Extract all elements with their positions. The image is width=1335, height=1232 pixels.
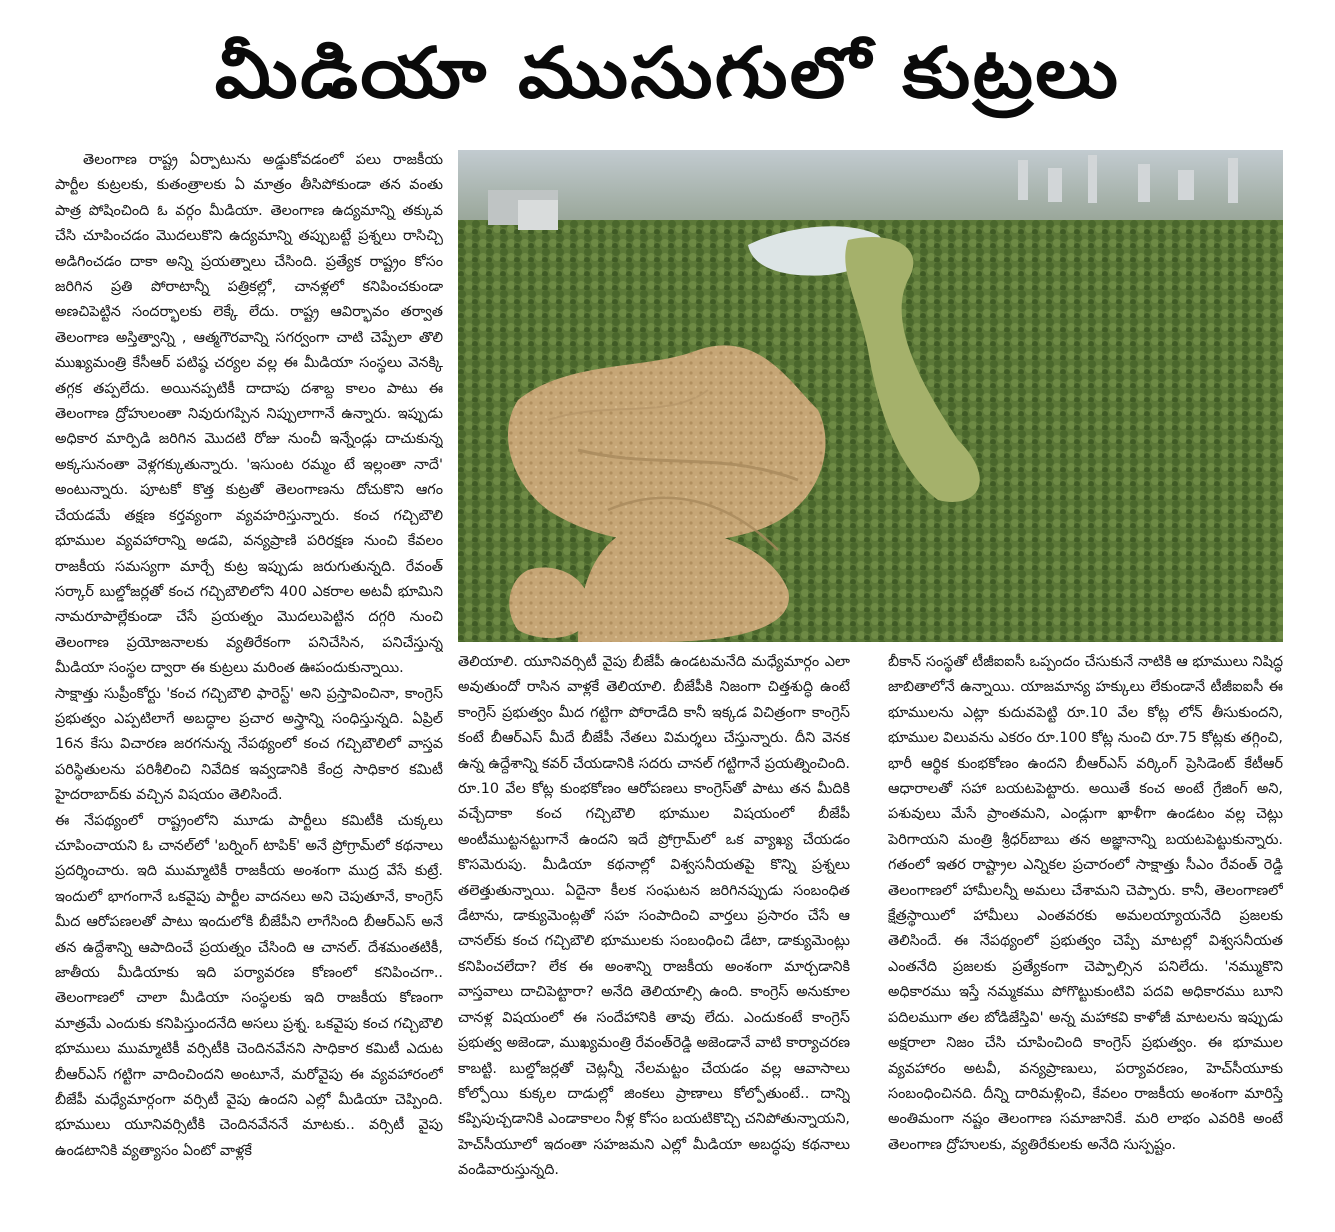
paragraph: బీకాన్ సంస్థతో టీజీఐఐసీ ఒప్పందం చేసుకునే నాటికి ఆ భూములు నిషిద్ధ జాబితాలోనే ఉన్నాయి. యాజమాన్య హక్కులు లేకుండానే టీజీఐఐసీ ఈ భూములను ఎట్లా కుదువపెట్టి రూ.10 వేల కోట్ల లోన్ తీసుకుందని, భూముల విలువను ఎకరం రూ.100 కోట్ల నుంచి రూ.75 కోట్లకు తగ్గించి, భారీ ఆర్థిక కుంభకోణం ఉందని బీఆర్‌ఎస్ వర్కింగ్ ప్రెసిడెంట్ కేటీఆర్ ఆధారాలతో సహా బయటపెట్టారు. అయితే కంచ అంటే గ్రేజింగ్ అని, పశువులు మేసే ప్రాంతమని, ఎండ్లుగా ఖాళీగా ఉండటం వల్ల చెట్లు పెరిగాయని మంత్రి శ్రీధర్‌బాబు తన అజ్ఞానాన్ని బయటపెట్టుకున్నారు. గతంలో ఇతర రాష్ట్రాల ఎన్నికల ప్రచారంలో సాక్షాత్తు సీఎం రేవంత్ రెడ్డి తెలంగాణలో హామీలన్నీ అమలు చేశామని చెప్పారు. కానీ, తెలంగాణలో క్షేత్రస్థాయిలో హామీలు ఎంతవరకు అమలయ్యాయనేది ప్రజలకు తెలిసిందే. ఈ నేపథ్యంలో ప్రభుత్వం చెప్పే మాటల్లో విశ్వసనీయత ఎంతనేది ప్రజలకు ప్రత్యేకంగా చెప్పాల్సిన పనిలేదు. 'నమ్ముకొని అధికారము ఇస్తే నమ్మకము పోగొట్టుకుంటివి పదవి అధికారము బూని పదిలముగా తల బోడిజేస్తివి' అన్న మహాకవి కాళోజీ మాటలను ఇప్పుడు అక్షరాలా నిజం చేసి చూపించింది కాంగ్రెస్ ప్రభుత్వం. ఈ భూముల వ్యవహారం అటవీ, వన్యప్రాణులు, పర్యావరణం, హెచ్‌సీయూకు సంబంధించినది. దీన్ని దారిమళ్లించి, కేవలం రాజకీయ అంశంగా మారిస్తే అంతిమంగా నష్టం తెలంగాణ సమాజానికే. మరి లాభం ఎవరికి అంటే తెలంగాణ ద్రోహులకు, వ్యతిరేకులకు అనేది సుస్పష్టం.: [888, 654, 1283, 1153]
paragraph: ఈ నేపథ్యంలో రాష్ట్రంలోని మూడు పార్టీలు కమిటీకి చుక్కలు చూపించాయని ఓ చానల్‌లో 'బర్నింగ్ టాపిక్' అనే ప్రోగ్రామ్‌లో కథనాలు ప్రదర్శించారు. ఇది ముమ్మాటికీ రాజకీయ అంశంగా ముద్ర వేసే కుట్రే. ఇందులో భాగంగానే ఒకవైపు పార్టీల వాదనలు అని చెపుతూనే, కాంగ్రెస్ మీద ఆరోపణలతో పాటు ఇందులోకి బీజేపీని లాగేసింది బీఆర్‌ఎస్ అనే తన ఉద్దేశాన్ని ఆపాదించే ప్రయత్నం చేసింది ఆ చానల్. దేశమంతటికీ, జాతీయ మీడియాకు ఇది పర్యావరణ కోణంలో కనిపించగా.. తెలంగాణలో చాలా మీడియా సంస్థలకు ఇది రాజకీయ కోణంగా మాత్రమే ఎందుకు కనిపిస్తుందనేది అసలు ప్రశ్న. ఒకవైపు కంచ గచ్చిబౌలి భూములు ముమ్మాటికీ వర్సిటీకి చెందినవేనని సాధికార కమిటీ ఎదుట బీఆర్‌ఎస్ గట్టిగా వాదించిందని అంటూనే, మరోవైపు ఈ వ్యవహారంలో బీజేపీ మధ్యేమార్గంగా వర్సిటీ వైపు ఉందని ఎల్లో మీడియా చెప్పింది. భూములు యూనివర్సిటీకి చెందినవేననే మాటకు.. వర్సిటీ వైపు ఉండటానికి వ్యత్యాసం ఏంటో వాళ్లకే: [55, 812, 443, 1159]
aerial-forest-photo: [458, 150, 1283, 642]
photo-illustration: [458, 150, 1283, 642]
sky-area: [458, 150, 1283, 220]
headline: మీడియా ముసుగులో కుట్రలు: [214, 32, 1121, 114]
paragraph: తెలంగాణ రాష్ట్ర ఏర్పాటును అడ్డుకోవడంలో పలు రాజకీయ పార్టీల కుట్రలకు, కుతంత్రాలకు ఏ మాత్రం తీసిపోకుండా తన వంతు పాత్ర పోషించింది ఓ వర్గం మీడియా. తెలంగాణ ఉద్యమాన్ని తక్కువ చేసి చూపించడం మొదలుకొని ఉద్యమాన్ని తప్పుబట్టే ప్రశ్నలు రాసిచ్చి అడిగించడం దాకా అన్ని ప్రయత్నాలు చేసింది. ప్రత్యేక రాష్ట్రం కోసం జరిగిన ప్రతి పోరాటాన్నీ పత్రికల్లో, చానళ్లలో కనిపించకుండా అణచిపెట్టిన సందర్భాలకు లెక్కే లేదు. రాష్ట్ర ఆవిర్భావం తర్వాత తెలంగాణ అస్తిత్వాన్ని , ఆత్మగౌరవాన్ని సగర్వంగా చాటి చెప్పేలా తొలి ముఖ్యమంత్రి కేసీఆర్ పటిష్ఠ చర్యల వల్ల ఈ మీడియా సంస్థలు వెనక్కి తగ్గక తప్పలేదు. అయినప్పటికీ దాదాపు దశాబ్ద కాలం పాటు ఈ తెలంగాణ ద్రోహులంతా నివురుగప్పిన నిప్పులాగానే ఉన్నారు. ఇప్పుడు అధికార మార్పిడి జరిగిన మొదటి రోజు నుంచీ ఇన్నేండ్లు దాచుకున్న అక్కసునంతా వెళ్లగక్కుతున్నారు. 'ఇసుంట రమ్మం టే ఇల్లంతా నాదే' అంటున్నారు. పూటకో కొత్త కుట్రతో తెలంగాణను దోచుకొని ఆగం చేయడమే తక్షణ కర్తవ్యంగా వ్యవహరిస్తున్నారు. కంచ గచ్చిబౌలి భూముల వ్యవహారాన్ని అడవి, వన్యప్రాణి పరిరక్షణ నుంచి కేవలం రాజకీయ సమస్యగా మార్చే కుట్ర ఇప్పుడు జరుగుతున్నది. రేవంత్ సర్కార్ బుల్డోజర్లతో కంచ గచ్చిబౌలిలోని 400 ఎకరాల అటవీ భూమిని నామరూపాల్లేకుండా చేసే ప్రయత్నం మొదలుపెట్టిన దగ్గరి నుంచి తెలంగాణ ప్రయోజనాలకు వ్యతిరేకంగా పనిచేసిన, పనిచేస్తున్న మీడియా సంస్థల ద్వారా ఈ కుట్రలు మరింత ఊపందుకున్నాయి.: [55, 152, 443, 677]
article-column-3: [888, 650, 1283, 1210]
article-column-1: [55, 148, 443, 1208]
paragraph: సాక్షాత్తు సుప్రీంకోర్టు 'కంచ గచ్చిబౌలి ఫారెస్ట్' అని ప్రస్తావించినా, కాంగ్రెస్ ప్రభుత్వం ఎప్పటిలాగే అబద్ధాల ప్రచార అస్త్రాన్ని సంధిస్తున్నది. ఏప్రిల్ 16న కేసు విచారణ జరగనున్న నేపథ్యంలో కంచ గచ్చిబౌలిలో వాస్తవ పరిస్థితులను పరిశీలించి నివేదిక ఇవ్వడానికి కేంద్ర సాధికార కమిటీ హైదరాబాద్‌కు వచ్చిన విషయం తెలిసిందే.: [55, 685, 443, 804]
article-column-2: [458, 650, 850, 1210]
paragraph: తెలియాలి. యూనివర్సిటీ వైపు బీజేపీ ఉండటమనేది మధ్యేమార్గం ఎలా అవుతుందో రాసిన వాళ్లకే తెలియాలి. బీజేపీకి నిజంగా చిత్తశుద్ధి ఉంటే కాంగ్రెస్ ప్రభుత్వం మీద గట్టిగా పోరాడేది కానీ ఇక్కడ విచిత్రంగా కాంగ్రెస్ కంటే బీఆర్‌ఎస్ మీదే బీజేపీ నేతలు విమర్శలు చేస్తున్నారు. దీని వెనక ఉన్న ఉద్దేశాన్ని కవర్ చేయడానికి సదరు చానల్ గట్టిగానే ప్రయత్నించింది. రూ.10 వేల కోట్ల కుంభకోణం ఆరోపణలు కాంగ్రెస్‌తో పాటు తన మీదికి వచ్చేదాకా కంచ గచ్చిబౌలి భూముల విషయంలో బీజేపీ అంటీముట్టనట్టుగానే ఉందని ఇదే ప్రోగ్రామ్‌లో ఒక వ్యాఖ్య చేయడం కొసమెరుపు. మీడియా కథనాల్లో విశ్వసనీయతపై కొన్ని ప్రశ్నలు తలెత్తుతున్నాయి. ఏదైనా కీలక సంఘటన జరిగినప్పుడు సంబంధిత డేటాను, డాక్యుమెంట్లతో సహ సంపాదించి వార్తలు ప్రసారం చేసే ఆ చానల్‌కు కంచ గచ్చిబౌలి భూములకు సంబంధించి డేటా, డాక్యుమెంట్లు కనిపించలేదా? లేక ఈ అంశాన్ని రాజకీయ అంశంగా మార్చడానికి వాస్తవాలు దాచిపెట్టారా? అనేది తెలియాల్సి ఉంది. కాంగ్రెస్ అనుకూల చానళ్ల విషయంలో ఈ సందేహానికి తావు లేదు. ఎందుకంటే కాంగ్రెస్ ప్రభుత్వ అజెండా, ముఖ్యమంత్రి రేవంత్‌రెడ్డి అజెండానే వాటి కార్యాచరణ కాబట్టి. బుల్డోజర్లతో చెట్లన్నీ నేలమట్టం చేయడం వల్ల ఆవాసాలు కోల్పోయి కుక్కల దాడుల్లో జింకలు ప్రాణాలు కోల్పోతుంటే.. దాన్ని కప్పిపుచ్చడానికి ఎండాకాలం నీళ్ల కోసం బయటికొచ్చి చనిపోతున్నాయని, హెచ్‌సీయూలో ఇదంతా సహజమని ఎల్లో మీడియా అబద్ధపు కథనాలు వండివారుస్తున్నది.: [458, 654, 850, 1179]
